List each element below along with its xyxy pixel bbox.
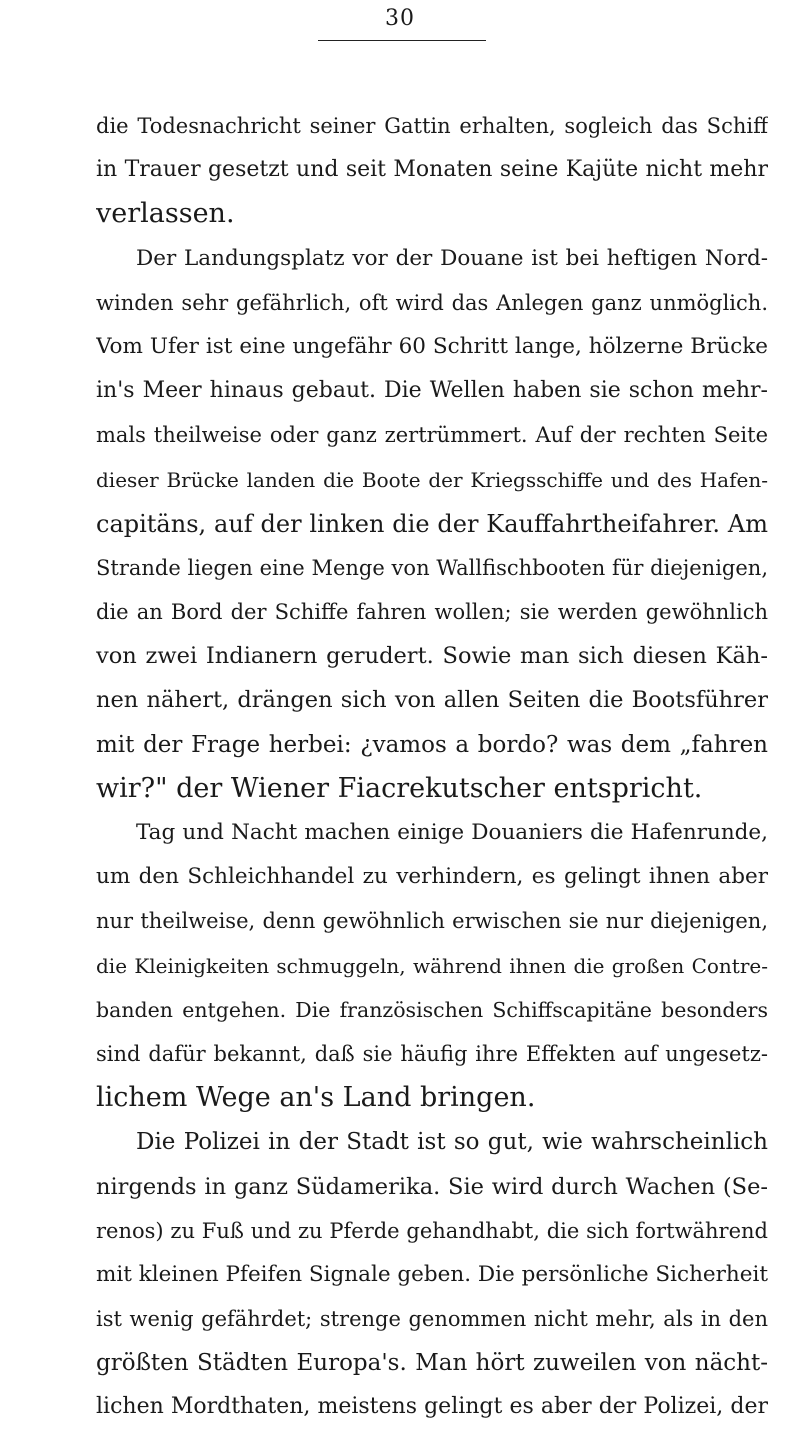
text-line: in Trauer gesetzt und seit Monaten seine Kajüte nicht mehr [96,157,768,183]
text-line: Der Landungsplatz vor der Douane ist bei heftigen Nord- [136,245,768,271]
text-line: banden entgehen. Die französischen Schiffscapitäne besonders [96,997,768,1022]
page-number: 30 [385,6,415,31]
text-line: renos) zu Fuß und zu Pferde gehandhabt, die sich fortwährend [96,1218,768,1243]
text-line: die Todesnachricht seiner Gattin erhalten, sogleich das Schiff [96,114,768,138]
text-line: Vom Ufer ist eine ungefähr 60 Schritt lange, hölzerne Brücke [96,333,768,359]
text-line: Tag und Nacht machen einige Douaniers die Hafenrunde, [136,820,768,845]
header-rule [318,40,486,41]
text-line: winden sehr gefährlich, oft wird das Anlegen ganz unmöglich. [96,290,768,315]
text-line: capitäns, auf der linken die der Kauffahrtheifahrer. Am [96,509,768,538]
text-line: lichem Wege an's Land bringen. [96,1082,536,1114]
text-line: sind dafür bekannt, daß sie häufig ihre Effekten auf ungesetz- [96,1041,768,1066]
text-line: wir?" der Wiener Fiacrekutscher entspricht. [96,772,703,804]
text-line: mals theilweise oder ganz zertrümmert. Auf der rechten Seite [96,423,768,448]
text-line: nirgends in ganz Südamerika. Sie wird durch Wachen (Se- [96,1173,768,1200]
text-line: mit der Frage herbei: ¿vamos a bordo? was dem „fahren [96,731,768,758]
text-line: nen nähert, drängen sich von allen Seiten die Bootsführer [96,687,768,714]
text-line: nur theilweise, denn gewöhnlich erwischen sie nur diejenigen, [96,909,768,934]
text-line: Strande liegen eine Menge von Wallfischbooten für diejenigen, [96,555,768,580]
text-line: Die Polizei in der Stadt ist so gut, wie wahrscheinlich [136,1129,768,1156]
text-line: mit kleinen Pfeifen Signale geben. Die persönliche Sicherheit [96,1261,768,1287]
text-line: ist wenig gefährdet; strenge genommen nicht mehr, als in den [96,1307,768,1332]
text-line: in's Meer hinaus gebaut. Die Wellen haben sie schon mehr- [96,378,768,404]
text-line: lichen Mordthaten, meistens gelingt es aber der Polizei, der [96,1394,768,1420]
text-line: größten Städten Europa's. Man hört zuweilen von nächt- [96,1350,768,1377]
text-line: um den Schleichhandel zu verhindern, es gelingt ihnen aber [96,864,768,890]
text-line: die Kleinigkeiten schmuggeln, während ihnen die großen Contre- [96,953,768,978]
body-text [96,104,768,1430]
text-line: verlassen. [96,198,235,230]
text-line: von zwei Indianern gerudert. Sowie man sich diesen Käh- [96,643,768,670]
text-line: die an Bord der Schiffe fahren wollen; sie werden gewöhnlich [96,600,768,625]
text-line: dieser Brücke landen die Boote der Kriegsschiffe und des Hafen- [96,467,768,492]
